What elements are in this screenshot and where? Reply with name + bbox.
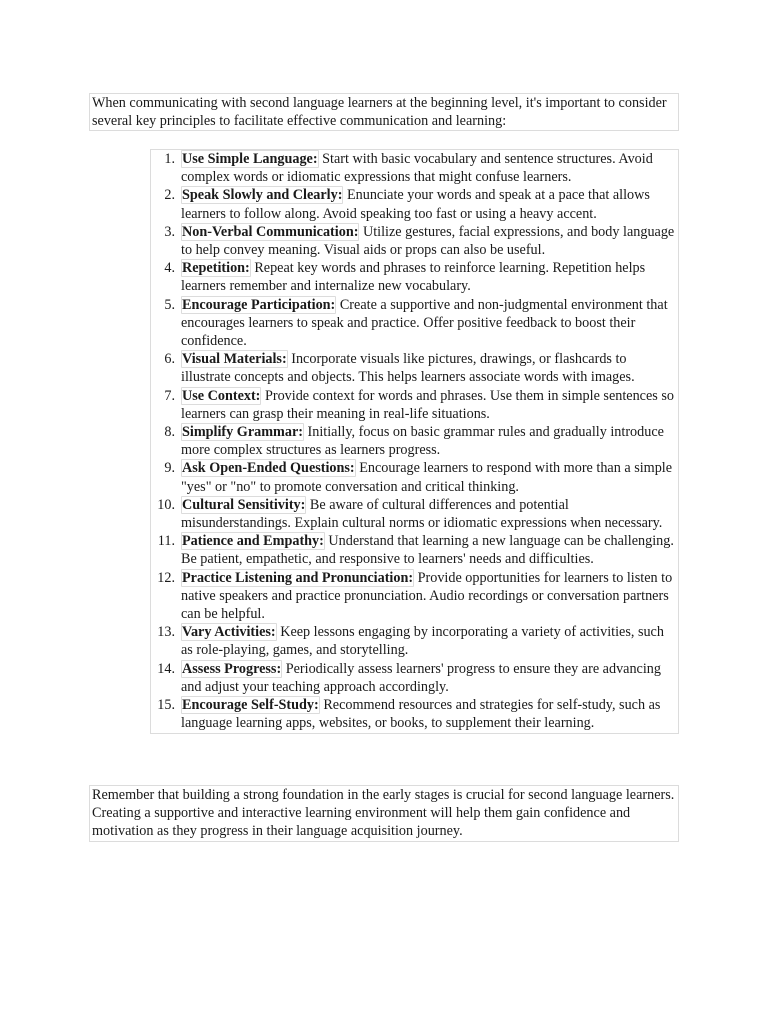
- item-text: Encourage learners to respond with more than a simple "yes" or "no" to promote conversation and critical thinking.: [181, 460, 673, 495]
- item-number: 8.: [164, 424, 175, 441]
- item-number: 5.: [164, 296, 175, 313]
- outro-paragraph: [89, 785, 679, 842]
- item-number: 3.: [164, 223, 175, 240]
- item-number: 4.: [164, 260, 175, 277]
- list-item: [151, 696, 676, 732]
- list-item: [151, 186, 676, 222]
- list-item: [151, 423, 676, 459]
- item-number: 10.: [157, 496, 175, 513]
- item-number: 11.: [157, 533, 175, 550]
- item-number: 12.: [157, 569, 175, 586]
- item-number: 14.: [157, 660, 175, 677]
- item-number: 1.: [164, 151, 175, 167]
- list-item: [151, 532, 676, 568]
- item-number: 6.: [164, 351, 175, 368]
- list-item: [151, 296, 676, 351]
- list-item: [151, 459, 676, 495]
- item-term: Visual Materials:: [182, 351, 287, 368]
- item-number: 9.: [164, 460, 175, 477]
- list-item: [151, 350, 676, 386]
- item-term: Practice Listening and Pronunciation:: [182, 569, 414, 586]
- list-item: [151, 150, 676, 186]
- item-text: Incorporate visuals like pictures, drawings, or flashcards to illustrate concepts and objects. This helps learners associate words with images.: [181, 351, 635, 386]
- list-item: [151, 660, 676, 696]
- item-text: Provide context for words and phrases. Use them in simple sentences so learners can grasp their meaning in real-life situations.: [181, 387, 674, 422]
- principles-list: [151, 150, 676, 733]
- item-number: 13.: [157, 624, 175, 641]
- intro-text: When communicating with second language learners at the beginning level, it's important to consider several key principles to facilitate effective communication and learning:: [92, 95, 667, 130]
- item-number: 2.: [164, 187, 175, 204]
- item-term: Simplify Grammar:: [182, 424, 303, 441]
- item-number: 7.: [164, 387, 175, 404]
- item-text: Provide opportunities for learners to listen to native speakers and practice pronunciation. Audio recordings or conversation partners can be helpful.: [181, 569, 673, 623]
- list-item: [151, 223, 676, 259]
- list-item: [151, 623, 676, 659]
- item-term: Ask Open-Ended Questions:: [182, 460, 355, 477]
- item-text: Initially, focus on basic grammar rules and gradually introduce more complex structures as learners progress.: [181, 424, 664, 459]
- item-text: Keep lessons engaging by incorporating a variety of activities, such as role-playing, games, and storytelling.: [181, 624, 664, 659]
- list-item: [151, 387, 676, 423]
- item-number: 15.: [157, 697, 175, 714]
- item-term: Cultural Sensitivity:: [182, 496, 306, 513]
- item-term: Speak Slowly and Clearly:: [182, 187, 343, 204]
- item-term: Assess Progress:: [182, 660, 282, 677]
- list-item: [151, 569, 676, 624]
- item-text: Understand that learning a new language can be challenging. Be patient, empathetic, and responsive to learners' needs and difficulties.: [181, 533, 674, 568]
- item-text: Start with basic vocabulary and sentence structures. Avoid complex words or idiomatic expressions that might confuse learners.: [181, 151, 653, 186]
- item-term: Encourage Participation:: [182, 296, 336, 313]
- item-text: Enunciate your words and speak at a pace that allows learners to follow along. Avoid speaking too fast or using a heavy accent.: [181, 187, 650, 222]
- item-term: Encourage Self-Study:: [182, 697, 319, 714]
- item-text: Utilize gestures, facial expressions, and body language to help convey meaning. Visual aids or props can also be useful.: [181, 223, 675, 259]
- item-text: Create a supportive and non-judgmental environment that encourages learners to speak and practice. Offer positive feedback to boost their confidence.: [181, 296, 668, 350]
- item-term: Patience and Empathy:: [182, 533, 324, 550]
- list-item: [151, 259, 676, 295]
- intro-paragraph: [89, 93, 679, 131]
- item-term: Repetition:: [182, 260, 250, 277]
- principles-list-box: [150, 149, 679, 734]
- list-item: [151, 496, 676, 532]
- item-text: Periodically assess learners' progress to ensure they are advancing and adjust your teaching approach accordingly.: [181, 660, 661, 695]
- item-term: Use Simple Language:: [182, 151, 318, 167]
- item-term: Non-Verbal Communication:: [182, 223, 359, 240]
- item-text: Repeat key words and phrases to reinforce learning. Repetition helps learners remember and internalize new vocabulary.: [181, 260, 646, 295]
- item-text: Be aware of cultural differences and potential misunderstandings. Explain cultural norms or idiomatic expressions when necessary.: [181, 496, 663, 532]
- item-term: Use Context:: [182, 387, 261, 404]
- outro-text: Remember that building a strong foundation in the early stages is crucial for second language learners. Creating a supportive and interactive learning environment will help them gain confidence and motivation as they progress in their language acquisition journey.: [92, 787, 675, 840]
- item-term: Vary Activities:: [182, 624, 276, 641]
- item-text: Recommend resources and strategies for self-study, such as language learning apps, websites, or books, to supplement their learning.: [181, 697, 661, 732]
